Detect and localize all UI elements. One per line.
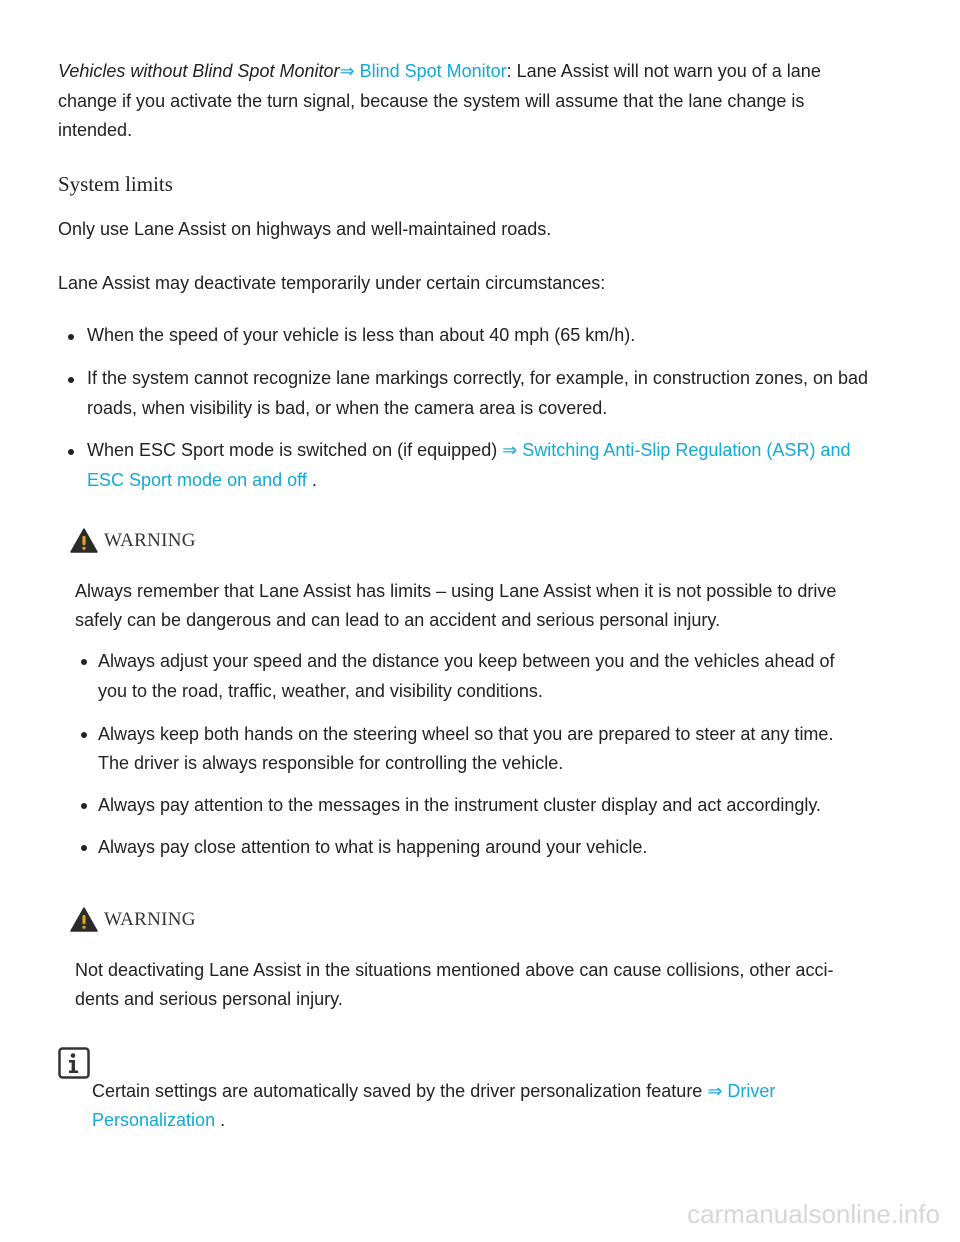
warning-2-label: WARNING: [104, 908, 196, 930]
warning-1-line-1: Always remember that Lane Assist has limits – using Lane Assist when it is not possible to drive: [75, 581, 837, 601]
intro-line-1-rest: : Lane Assist will not warn you of a lane: [506, 61, 821, 81]
limits-bullet-2-line-1: If the system cannot recognize lane markings correctly, for example, in construction zones, on bad: [87, 368, 869, 388]
system-limits-heading: System limits: [58, 172, 173, 196]
bullet-dot: [81, 803, 87, 809]
warning-1-bullet-4: Always pay close attention to what is happening around your vehicle.: [98, 837, 648, 857]
bullet-dot: [81, 845, 87, 851]
watermark: carmanualsonline.info: [687, 1199, 940, 1229]
warning-1-bullet-2-line-2: The driver is always responsible for controlling the vehicle.: [98, 753, 564, 773]
bullet-dot: [68, 449, 74, 455]
intro-line-3: intended.: [58, 120, 133, 140]
warning-1-label: WARNING: [104, 529, 196, 551]
warning-1-bullet-1-line-2: you to the road, traffic, weather, and visibility conditions.: [98, 681, 543, 701]
bullet-dot: [68, 334, 74, 340]
warning-1-line-2: safely can be dangerous and can lead to an accident and serious personal injury.: [75, 610, 721, 630]
limits-bullet-3-end: .: [311, 470, 317, 490]
warning-2-line-2: dents and serious personal injury.: [75, 989, 343, 1009]
system-limits-para-2: Lane Assist may deactivate temporarily under certain circumstances:: [58, 273, 606, 293]
driver-personalization-link[interactable]: ⇒ Driver: [707, 1081, 776, 1101]
warning-2-title: [70, 907, 196, 932]
asr-esc-link[interactable]: ⇒ Switching Anti-Slip Regulation (ASR) and: [502, 440, 851, 460]
limits-bullet-3-line-2: [87, 466, 317, 496]
system-limits-para-1: Only use Lane Assist on highways and well-maintained roads.: [58, 219, 552, 239]
note-line-2: [92, 1106, 225, 1136]
limits-bullet-3-text: When ESC Sport mode is switched on (if equipped): [87, 440, 498, 460]
note-text: Certain settings are automatically saved by the driver personalization feature: [92, 1081, 703, 1101]
warning-1-bullet-2-line-1: Always keep both hands on the steering wheel so that you are prepared to steer at any time.: [98, 724, 834, 744]
intro-line-1: [58, 57, 821, 87]
warning-1-bullet-3: Always pay attention to the messages in the instrument cluster display and act accordingly.: [98, 795, 822, 815]
info-icon: [58, 1047, 90, 1079]
warning-1-title: [70, 528, 196, 553]
warning-triangle-icon: [70, 528, 98, 553]
limits-bullet-3-line-1: [87, 436, 850, 466]
note-line-1: [92, 1077, 775, 1107]
warning-1-bullet-1-line-1: Always adjust your speed and the distance you keep between you and the vehicles ahead of: [98, 651, 835, 671]
driver-personalization-link-continued[interactable]: Personalization: [92, 1110, 216, 1130]
note-end: .: [220, 1110, 226, 1130]
bullet-dot: [81, 732, 87, 738]
asr-esc-link-continued[interactable]: ESC Sport mode on and off: [87, 470, 307, 490]
intro-italic: Vehicles without Blind Spot Monitor: [58, 61, 340, 81]
bullet-dot: [81, 659, 87, 665]
intro-line-2: change if you activate the turn signal, because the system will assume that the lane change is: [58, 91, 805, 111]
warning-2-line-1: Not deactivating Lane Assist in the situations mentioned above can cause collisions, other acci-: [75, 960, 834, 980]
bullet-dot: [68, 377, 74, 383]
limits-bullet-1: When the speed of your vehicle is less than about 40 mph (65 km/h).: [87, 325, 636, 345]
warning-triangle-icon: [70, 907, 98, 932]
limits-bullet-2-line-2: roads, when visibility is bad, or when the camera area is covered.: [87, 398, 608, 418]
blind-spot-monitor-link[interactable]: ⇒ Blind Spot Monitor: [339, 61, 507, 81]
